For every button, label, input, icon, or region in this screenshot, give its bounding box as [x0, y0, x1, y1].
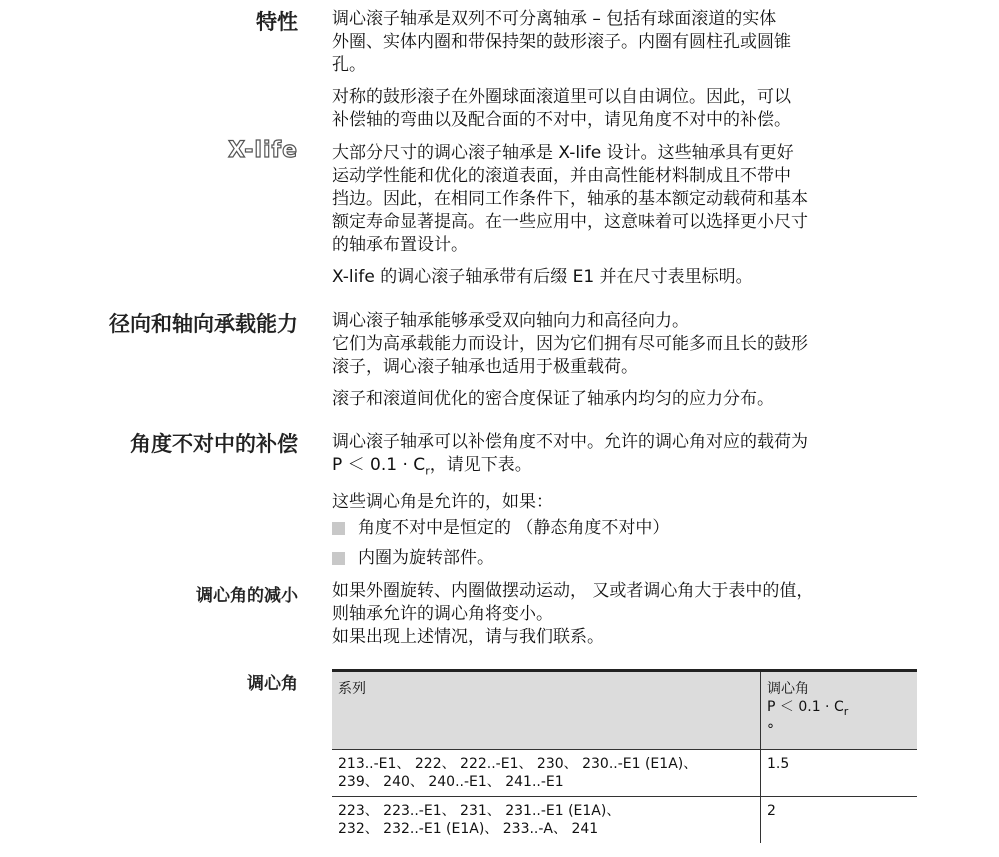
- text-line: 则轴承允许的调心角将变小。: [332, 604, 553, 624]
- header-formula: [767, 698, 911, 721]
- series-line: 232、 232..-E1 (E1A)、 233..-A、 241: [338, 820, 599, 837]
- series-line: 239、 240、 240..-E1、 241..-E1: [338, 773, 564, 790]
- section-label-angle-reduction: 调心角的减小: [196, 586, 298, 606]
- text-line: 它们为高承载能力而设计，因为它们拥有尽可能多而且长的鼓形: [332, 334, 808, 354]
- text-line: 外圈、实体内圈和带保持架的鼓形滚子。内圈有圆柱孔或圆锥: [332, 32, 791, 52]
- header-line: 调心角: [767, 681, 809, 697]
- series-line: 213..-E1、 222、 222..-E1、 230、 230..-E1 (E1A)、: [338, 755, 698, 772]
- text-line: 孔。: [332, 55, 366, 75]
- text-line: 额定寿命显著提高。在一些应用中，这意味着可以选择更小尺寸: [332, 212, 808, 232]
- column-header-series: 系列: [332, 671, 761, 750]
- formula-subscript: r: [425, 464, 430, 478]
- section-label-misalignment: 角度不对中的补偿: [130, 432, 298, 456]
- text-line: [332, 454, 932, 482]
- table-row: [332, 749, 917, 796]
- formula-subscript: r: [843, 704, 849, 718]
- text-line: 滚子和滚道间优化的密合度保证了轴承内均匀的应力分布。: [332, 389, 774, 409]
- reduction-text: [332, 580, 932, 649]
- text-line: 调心滚子轴承是双列不可分离轴承 – 包括有球面滚道的实体: [332, 9, 777, 29]
- text-line: 补偿轴的弯曲以及配合面的不对中，请见角度不对中的补偿。: [332, 110, 791, 130]
- table-row: [332, 796, 917, 843]
- alignment-angle-table: [332, 669, 917, 843]
- angle-cell: 1.5: [761, 749, 918, 796]
- features-text: [332, 8, 932, 132]
- bullet-square-icon: [332, 552, 345, 565]
- list-item: [332, 517, 932, 540]
- misalignment-text: [332, 431, 932, 570]
- table-header-row: [332, 671, 917, 750]
- series-cell: [332, 749, 761, 796]
- formula-text: P ＜ 0.1 · C: [332, 455, 426, 475]
- section-label-alignment-angle: 调心角: [247, 674, 298, 694]
- text-line: X-life 的调心滚子轴承带有后缀 E1 并在尺寸表里标明。: [332, 267, 753, 287]
- text-line: 如果出现上述情况，请与我们联系。: [332, 627, 604, 647]
- load-text: [332, 310, 932, 411]
- text-line: 运动学性能和优化的滚道表面，并由高性能材料制成且不带中: [332, 166, 791, 186]
- angle-cell: 2: [761, 796, 918, 843]
- text-line: 对称的鼓形滚子在外圈球面滚道里可以自由调位。因此，可以: [332, 87, 791, 107]
- series-cell: [332, 796, 761, 843]
- text-line: 挡边。因此，在相同工作条件下，轴承的基本额定动载荷和基本: [332, 189, 808, 209]
- bullet-square-icon: [332, 522, 345, 535]
- section-label-features: 特性: [256, 10, 298, 34]
- text-line: 调心滚子轴承能够承受双向轴向力和高径向力。: [332, 311, 689, 331]
- text-line: 的轴承布置设计。: [332, 235, 468, 255]
- text-line: 滚子，调心滚子轴承也适用于极重载荷。: [332, 357, 638, 377]
- series-line: 223、 223..-E1、 231、 231..-E1 (E1A)、: [338, 802, 621, 819]
- text-line: 这些调心角是允许的，如果：: [332, 492, 553, 513]
- formula-text: P ＜ 0.1 · C: [767, 699, 844, 715]
- text-fragment: ，请见下表。: [429, 455, 532, 475]
- list-item-text: 角度不对中是恒定的 （静态角度不对中）: [358, 518, 670, 539]
- list-item: [332, 547, 932, 570]
- xlife-text: [332, 142, 932, 289]
- text-line: 大部分尺寸的调心滚子轴承是 X-life 设计。这些轴承具有更好: [332, 143, 794, 163]
- section-label-load-capacity: 径向和轴向承载能力: [109, 312, 298, 336]
- text-line: 如果外圈旋转、内圈做摆动运动， 又或者调心角大于表中的值，: [332, 581, 814, 601]
- text-line: 调心滚子轴承可以补偿角度不对中。允许的调心角对应的载荷为: [332, 432, 808, 452]
- header-unit: °: [767, 721, 774, 738]
- list-item-text: 内圈为旋转部件。: [358, 548, 494, 569]
- xlife-logo: X-life: [228, 138, 298, 163]
- column-header-angle: [761, 671, 918, 750]
